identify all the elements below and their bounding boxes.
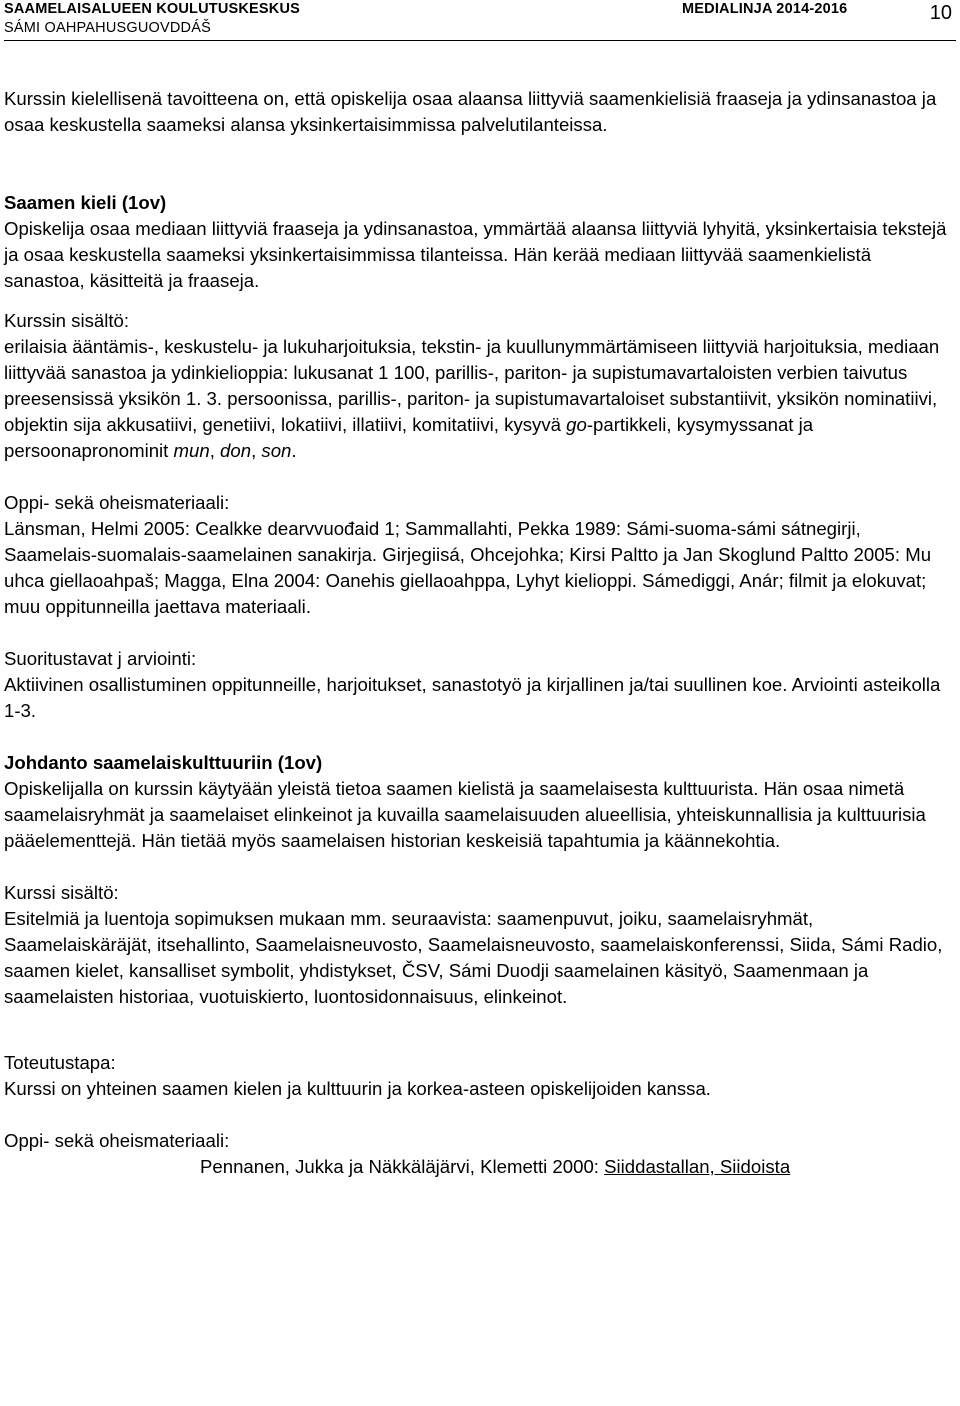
course2-content-heading: Kurssi sisältö:	[4, 882, 119, 903]
course1-materials-heading: Oppi- sekä oheismateriaali:	[4, 492, 230, 513]
page-number: 10	[929, 2, 952, 24]
course1-title: Saamen kieli (1ov)	[4, 192, 167, 213]
separator: ,	[209, 440, 221, 461]
pronoun-son: son	[261, 440, 292, 461]
course1-materials: Länsman, Helmi 2005: Cealkke dearvvuođaid 1; Sammallahti, Pekka 1989: Sámi-suoma-sámi sátnegirji, Saamelais-suomalais-saamelainen sanakirja. Girjegiisá, Ohcejohka; Kirsi Paltto ja Jan Skoglund Paltto 2005: Mu uhca giellaoahpaš; Magga, Elna 2004: Oanehis giellaoahppa, Lyhyt kielioppi. Sámediggi, Anár; filmit ja elokuvat; muu oppitunneilla jaettava materiaali.	[4, 518, 932, 617]
organization-name-sami: SÁMI OAHPAHUSGUOVDDÁŠ	[4, 20, 211, 36]
course1-assessment: Aktiivinen osallistuminen oppitunneille, harjoitukset, sanastotyö ja kirjallinen ja/tai suullinen koe. Arviointi asteikolla 1-3.	[4, 674, 941, 721]
course1-assessment-heading: Suoritustavat j arviointi:	[4, 648, 197, 669]
book-title: Siiddastallan, Siidoista	[604, 1156, 791, 1177]
program-name: MEDIALINJA 2014-2016	[682, 1, 848, 17]
organization-name: SAAMELAISALUEEN KOULUTUSKESKUS	[4, 1, 301, 17]
pronoun-don: don	[220, 440, 252, 461]
course2-description: Opiskelijalla on kurssin käytyään yleistä tietoa saamen kielistä ja saamelaisesta kulttuurista. Hän osaa nimetä saamelaisryhmät ja saamelaiset elinkeinot ja kuvailla saamelaisuuden alueellisia, yhteiskunnallisia ja kulttuurisia pääelementtejä. Hän tietää myös saamelaisen historian keskeisiä tapahtumia ja käännekohtia.	[4, 778, 926, 851]
course2-materials	[4, 1154, 956, 1180]
document-body	[4, 86, 956, 1180]
content-end: .	[291, 440, 297, 461]
course2-implementation: Kurssi on yhteinen saamen kielen ja kulttuurin ja korkea-asteen opiskelijoiden kanssa.	[4, 1078, 711, 1099]
course2-title: Johdanto saamelaiskulttuuriin (1ov)	[4, 752, 323, 773]
course1-description: Opiskelija osaa mediaan liittyviä fraaseja ja ydinsanastoa, ymmärtää alaansa liittyviä lyhyitä, yksinkertaisia tekstejä ja osaa keskustella saameksi yksinkertaisimmissa tilanteissa. Hän kerää mediaan liittyvää saamenkielistä sanastoa, käsitteitä ja fraaseja.	[4, 218, 947, 291]
course1-content-heading: Kurssin sisältö:	[4, 310, 130, 331]
content-text: erilaisia ääntämis-, keskustelu- ja lukuharjoituksia, tekstin- ja kuullunymmärtämiseen liittyviä harjoituksia, mediaan liittyvää sanastoa ja ydinkielioppia: lukusanat 1 100, parillis-, pariton- ja supistumavartaloisten verbien taivutus preesensissä yksikön 1. 3. persoonissa, parillis-, pariton- ja supistumavartaloiset substantiivit, yksikön nominatiivi, objektin sija akkusatiivi, genetiivi, lokatiivi, illatiivi, komitatiivi, kysyvä	[4, 336, 940, 435]
course2-content: Esitelmiä ja luentoja sopimuksen mukaan mm. seuraavista: saamenpuvut, joiku, saamelaisryhmät, Saamelaiskäräjät, itsehallinto, Saamelaisneuvosto, Saamelaisneuvosto, saamelaiskonferenssi, Siida, Sámi Radio, saamen kielet, kansalliset symbolit, yhdistykset, ČSV, Sámi Duodji saamelainen käsityö, Saamenmaan ja saamelaisten historiaa, vuotuiskierto, luontosidonnaisuus, elinkeinot.	[4, 908, 943, 1007]
content-text: -partikkeli, kysymyssanat ja persoonapronominit	[4, 414, 814, 461]
page-header	[4, 0, 956, 41]
course2-materials-heading: Oppi- sekä oheismateriaali:	[4, 1130, 230, 1151]
go-particle: go	[566, 414, 587, 435]
separator: ,	[251, 440, 262, 461]
pronoun-mun: mun	[173, 440, 210, 461]
course2-implementation-heading: Toteutustapa:	[4, 1052, 116, 1073]
materials-text: Pennanen, Jukka ja Näkkäläjärvi, Klemetti 2000:	[200, 1156, 605, 1177]
course1-content	[4, 334, 956, 464]
intro-paragraph: Kurssin kielellisenä tavoitteena on, että opiskelija osaa alaansa liittyviä saamenkielisiä fraaseja ja ydinsanastoa ja osaa keskustella saameksi alansa yksinkertaisimmissa palvelutilanteissa.	[4, 88, 937, 135]
